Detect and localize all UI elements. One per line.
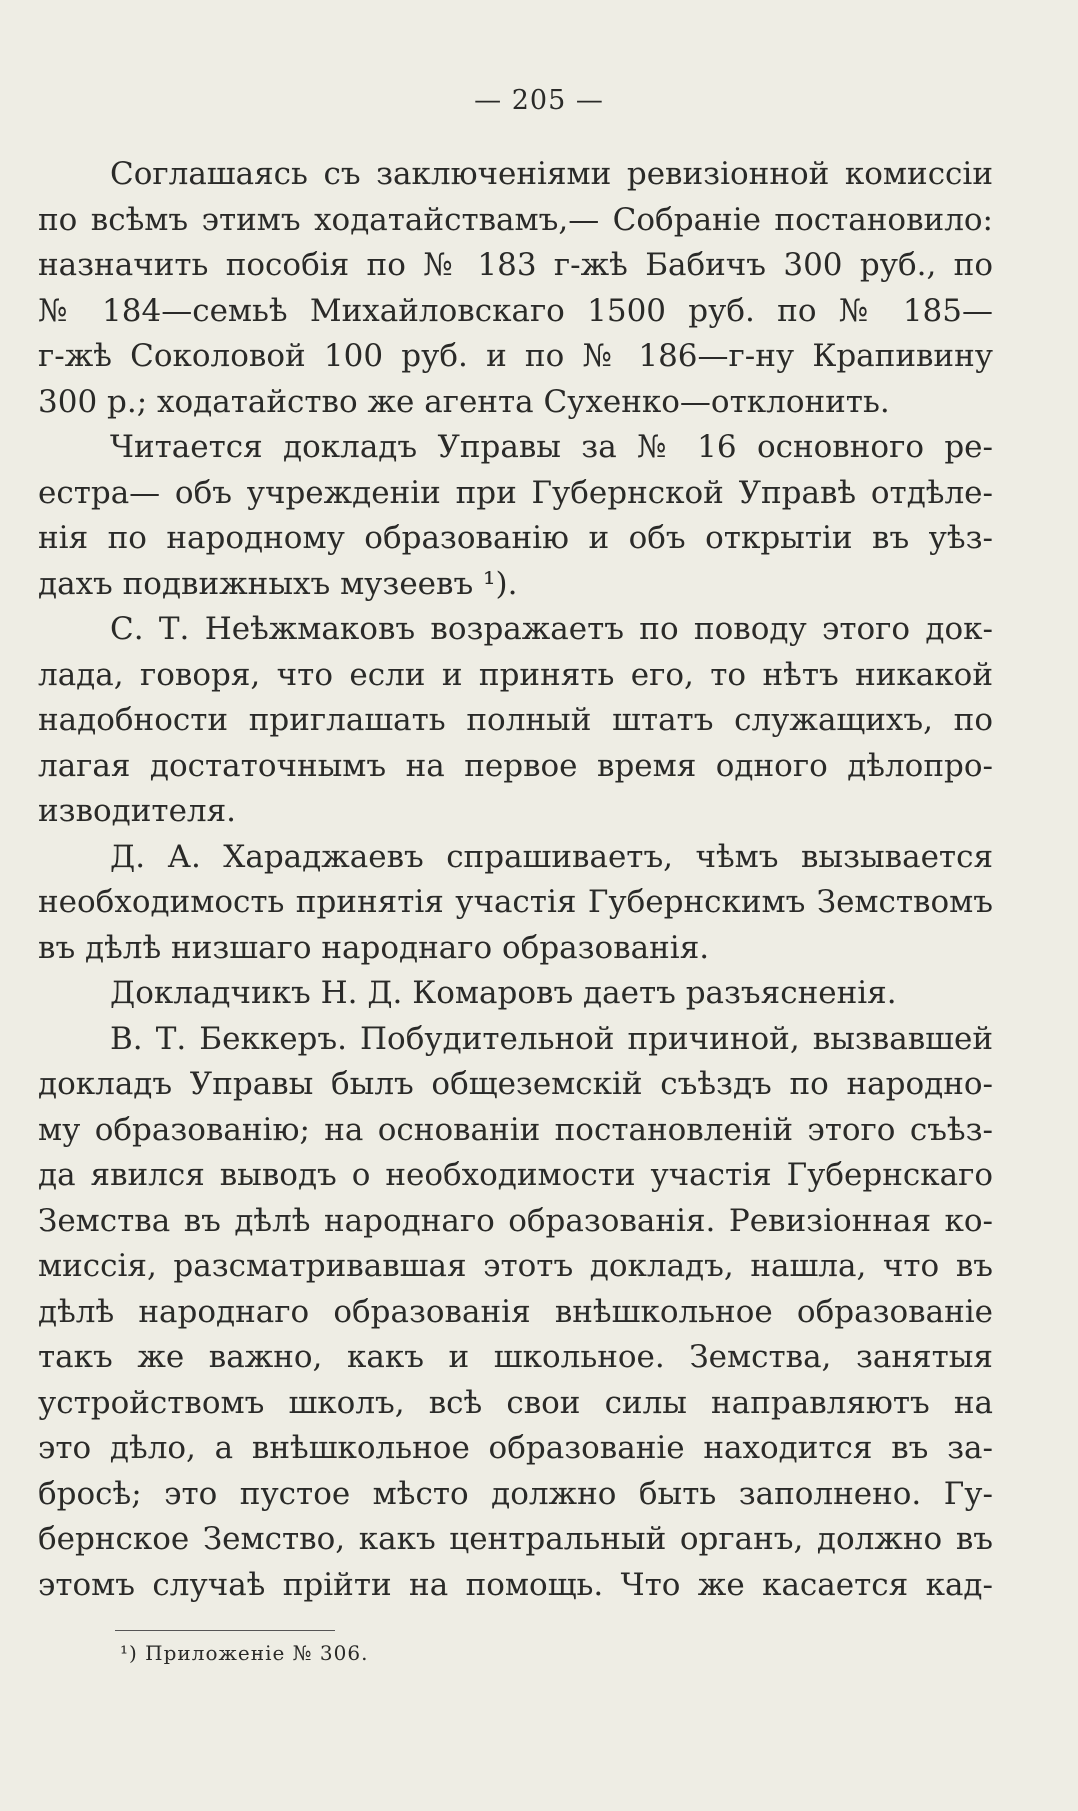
text-line: изводителя. <box>38 793 237 829</box>
text-line: докладъ Управы былъ общеземскій съѣздъ по народно- <box>38 1066 993 1102</box>
text-line: Д. А. Хараджаевъ спрашиваетъ, чѣмъ вызывается <box>110 838 993 875</box>
text-line: да явился выводъ о необходимости участія Губернскаго <box>38 1157 993 1193</box>
text-line: г-жѣ Соколовой 100 руб. и по № 186—г-ну Крапивину <box>38 338 993 374</box>
text-line: нія по народному образованію и объ открытіи въ уѣз- <box>38 520 993 556</box>
text-line: № 184—семьѣ Михайловскаго 1500 руб. по № 185— <box>38 292 993 329</box>
text-line: лагая достаточнымъ на первое время одного дѣлопро- <box>38 747 993 784</box>
text-line: С. Т. Неѣжмаковъ возражаетъ по поводу этого док- <box>110 611 993 647</box>
footnote: ¹) Приложеніе № 306. <box>120 1641 369 1665</box>
text-line: Соглашаясь съ заключеніями ревизіонной комиссіи <box>110 156 993 192</box>
text-line: му образованію; на основаніи постановленій этого съѣз- <box>38 1111 993 1148</box>
text-line: Докладчикъ Н. Д. Комаровъ даетъ разъясненія. <box>110 975 897 1011</box>
text-line: этомъ случаѣ прійти на помощь. Что же касается кад- <box>38 1566 993 1603</box>
text-line: дахъ подвижныхъ музеевъ ¹). <box>38 565 518 602</box>
text-line: Земства въ дѣлѣ народнаго образованія. Ревизіонная ко- <box>38 1202 993 1239</box>
text-line: надобности приглашать полный штатъ служащихъ, по <box>38 702 993 738</box>
text-line: это дѣло, а внѣшкольное образованіе находится въ за- <box>38 1430 993 1466</box>
text-line: необходимость принятія участія Губернскимъ Земствомъ <box>38 884 993 920</box>
text-line: миссія, разсматривавшая этотъ докладъ, нашла, что въ <box>38 1248 993 1284</box>
text-line: естра— объ учрежденіи при Губернской Управѣ отдѣле- <box>38 474 993 511</box>
text-line: В. Т. Беккеръ. Побудительной причиной, вызвавшей <box>110 1020 993 1057</box>
text-line: лада, говоря, что если и принять его, то нѣтъ никакой <box>38 656 993 693</box>
text-line: Читается докладъ Управы за № 16 основного ре- <box>110 429 993 465</box>
text-line: дѣлѣ народнаго образованія внѣшкольное образованіе <box>38 1293 993 1330</box>
text-line: въ дѣлѣ низшаго народнаго образованія. <box>38 929 710 966</box>
text-line: такъ же важно, какъ и школьное. Земства, занятыя <box>38 1339 993 1375</box>
text-line: 300 р.; ходатайство же агента Сухенко—отклонить. <box>38 383 890 420</box>
text-line: назначить пособія по № 183 г-жѣ Бабичъ 300 руб., по <box>38 247 993 283</box>
text-line: бросѣ; это пустое мѣсто должно быть заполнено. Гу- <box>38 1475 993 1512</box>
page-number: — 205 — <box>474 85 604 116</box>
text-line: устройствомъ школъ, всѣ свои силы направляютъ на <box>38 1384 993 1421</box>
text-line: по всѣмъ этимъ ходатайствамъ,— Собраніе постановило: <box>38 201 993 238</box>
text-line: бернское Земство, какъ центральный органъ, должно въ <box>38 1521 993 1557</box>
body-text <box>38 152 993 1608</box>
footnote-rule <box>115 1630 335 1631</box>
